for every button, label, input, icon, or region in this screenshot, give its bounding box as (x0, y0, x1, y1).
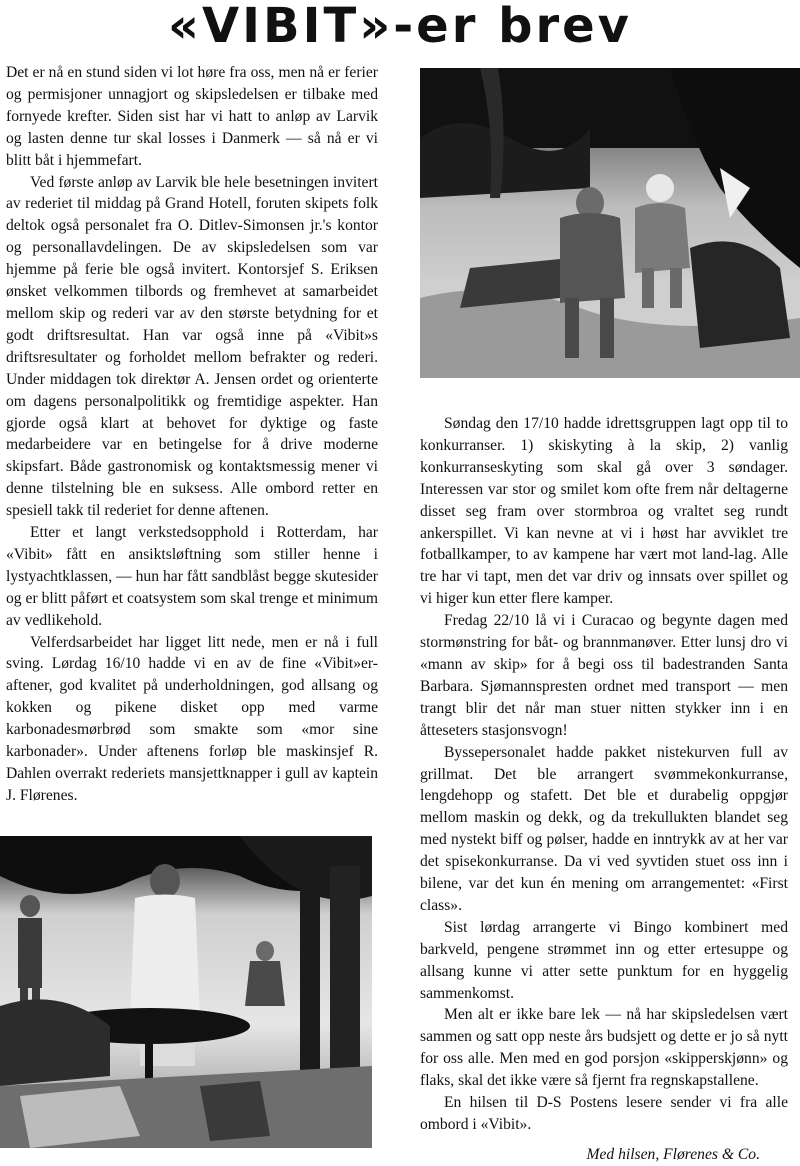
paragraph: Etter et langt verkstedsopphold i Rotterdam, har «Vibit» fått en ansiktsløftning som stiller henne i lystyachtklassen, — hun har fått sandblåst begge skutesider og er blitt påført et coatsystem som skal trenge et minimum av vedlikehold. (6, 524, 378, 629)
paragraph: Sist lørdag arrangerte vi Bingo kombinert med barkveld, pengene strømmet inn og etter ertesuppe og allsang kunne vi atter sette punktum for en hyggelig sammenkomst. (420, 918, 788, 1002)
paragraph: Byssepersonalet hadde pakket nistekurven full av grillmat. Det ble arrangert svømmekonkurranse, lengdehopp og stafett. Det ble et durabelig oppgjør mellom maskin og dekk, og da trekullukten blandet seg med nystekt biff og pølser, hadde en inntrykk av at her var det spisekonkurranse. Da vi ved syvtiden stuet oss inn i bilene, var det kun én mening om arrangementet: «First class». (420, 743, 788, 914)
article-column-right (420, 413, 788, 1166)
paragraph: Fredag 22/10 lå vi i Curacao og begynte dagen med stormønstring for båt- og brannmanøver. Etter lunsj dro vi «mann av skip» for å begi oss til badestranden Santa Barbara. Sjømannspresten ordnet med transport — men trangt blir det når man stuer nitten stykker inn i en åtteseters stasjonsvogn! (420, 612, 788, 739)
article-column-left (6, 62, 378, 807)
paragraph: Søndag den 17/10 hadde idrettsgruppen lagt opp til to konkurranser. 1) skiskyting à la skip, 2) vanlig konkurranseskyting som skal gå over 3 søndager. Interessen var stor og smilet kom ofte frem når deltagerne disset seg fram over stormbroa og vraltet seg rundt ankerspillet. Vi kan nevne at vi i høst har avviklet tre fotballkamper, to av kampene har vært mot land-lag. Alle tre har vi tapt, men det var driv og innsats over spillet og vi higer kun etter flere kamper. (420, 415, 788, 608)
paragraph: Men alt er ikke bare lek — nå har skipsledelsen vært sammen og satt opp neste års budsjett og dette er jo så nytt for oss alle. Men med en god porsjon «skipperskjønn» og flaks, skal det ikke være så fjernt fra regnskapstallene. (420, 1006, 788, 1090)
beach-grill-photo (0, 836, 372, 1148)
paragraph: En hilsen til D-S Postens lesere sender vi fra alle ombord i «Vibit». (420, 1094, 788, 1133)
signature: Med hilsen, Flørenes & Co. (586, 1145, 760, 1163)
paragraph: Det er nå en stund siden vi lot høre fra oss, men nå er ferier og permisjoner unnagjort og skipsledelsen er tilbake med fornyede krefter. Siden sist har vi hatt to anløp av Larvik og lasten denne tur skal losses i Danmerk — så nå er vi blitt båt i hjemmefart. (6, 64, 378, 169)
paragraph: Ved første anløp av Larvik ble hele besetningen invitert av rederiet til middag på Grand Hotell, foruten skipets folk deltok også personalet fra O. Ditlev-Simonsen jr.'s kontor og personallavdelingen. De av skipsledelsen som var hjemme på ferie ble også invitert. Kontorsjef S. Eriksen ønsket velkommen tilbords og fremhevet at samarbeidet mellom skip og rederi var av den største betydning for et godt driftsresultat. Han var også inne på «Vibit»s driftsresultater og forholdet mellom befrakter og rederi. Under middagen tok direktør A. Jensen ordet og orienterte om dagens personalpolitikk og fremtidige aspekter. Han gjorde også klart at behovet for dyktige og faste medarbeidere var en betingelse for å drive moderne skipsfart. Både gastronomisk og kontaktsmessig mener vi denne tilstelning ble en suksess. Alle ombord retter en spesiell takk til rederiet for denne aftenen. (6, 173, 378, 520)
headline: «VIBIT»-er brev (168, 0, 632, 54)
paragraph: Velferdsarbeidet har ligget litt nede, men er nå i full sving. Lørdag 16/10 hadde vi en av de fine «Vibit»er-aftener, god kvalitet på underholdningen, god allsang og kokken og pikene disket opp med varme karbonadesmørbrød som smakte som «mor sine karbonader». Under aftenens forløp ble maskinsjef R. Dahlen overrakt rederiets mansjettknapper i gull av kaptein J. Flørenes. (6, 633, 378, 804)
beach-group-photo (420, 68, 800, 378)
